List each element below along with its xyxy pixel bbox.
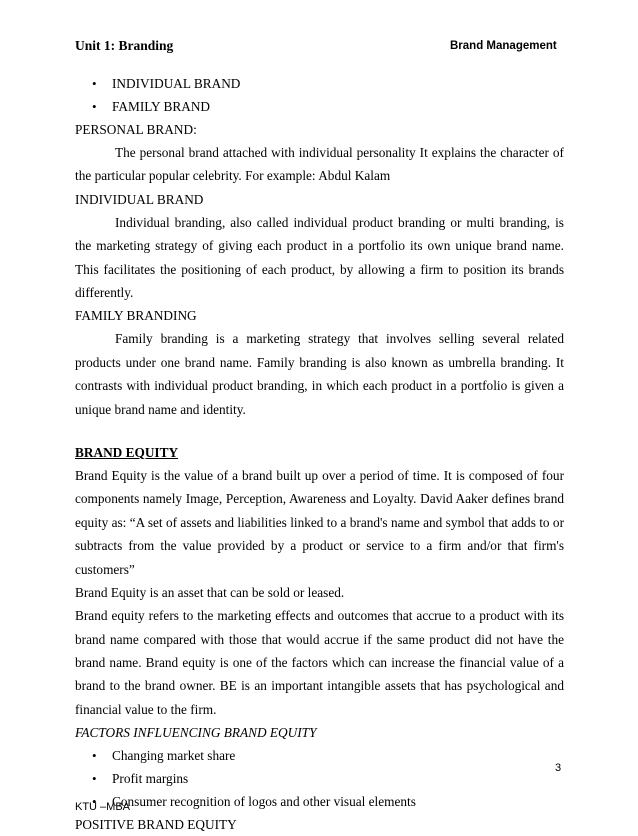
list-item: • Changing market share — [75, 744, 564, 767]
list-item: • Consumer recognition of logos and other visual elements — [75, 790, 564, 813]
header-course: Brand Management — [450, 40, 557, 52]
header-unit: Unit 1: Branding — [75, 38, 174, 53]
list-item: • Profit margins — [75, 767, 564, 790]
brand-equity-para-2: Brand Equity is an asset that can be sold or leased. — [75, 585, 345, 601]
individual-brand-heading: INDIVIDUAL BRAND — [75, 191, 204, 207]
positive-brand-equity-heading: POSITIVE BRAND EQUITY — [75, 817, 237, 833]
personal-brand-text: The personal brand attached with individual personality It explains the character of the particular popular celebrity. For example: Abdul Kalam — [75, 145, 564, 184]
family-branding-heading: FAMILY BRANDING — [75, 308, 197, 324]
family-branding-text: Family branding is a marketing strategy that involves selling several related products under one brand name. Family branding is also known as umbrella branding. It contrasts with individual product branding, in which each product in a portfolio is given a unique brand name and identity. — [75, 331, 564, 417]
brand-equity-para-1: Brand Equity is the value of a brand built up over a period of time. It is composed of four components namely Image, Perception, Awareness and Loyalty. David Aaker defines brand equity as: “A set of assets and liabilities linked to a brand's name and symbol that adds to or subtracts from the value provided by a product or service to a firm and/or that firm's customers” — [75, 468, 564, 577]
brand-equity-heading: BRAND EQUITY — [75, 445, 179, 461]
footer-text: KTU –MBA — [75, 801, 131, 813]
list-item: • INDIVIDUAL BRAND — [75, 72, 564, 95]
list-item: • FAMILY BRAND — [75, 95, 564, 118]
factors-heading: FACTORS INFLUENCING BRAND EQUITY — [75, 725, 317, 741]
page-number: 3 — [555, 762, 562, 774]
individual-brand-text: Individual branding, also called individual product branding or multi branding, is the marketing strategy of giving each product in a portfolio its own unique brand name. This facilitates the positioning of each product, by allowing a firm to position its brands differently. — [75, 214, 564, 301]
spacer — [75, 421, 564, 441]
brand-equity-para-3: Brand equity refers to the marketing effects and outcomes that accrue to a product with its brand name compared with those that would accrue if the same product did not have the brand name. Brand equity is one of the factors which can increase the financial value of a brand to the brand owner. BE is an important intangible assets that has psychological and financial value to the firm. — [75, 608, 564, 717]
personal-brand-heading: PERSONAL BRAND: — [75, 122, 197, 137]
page-content — [75, 72, 564, 836]
